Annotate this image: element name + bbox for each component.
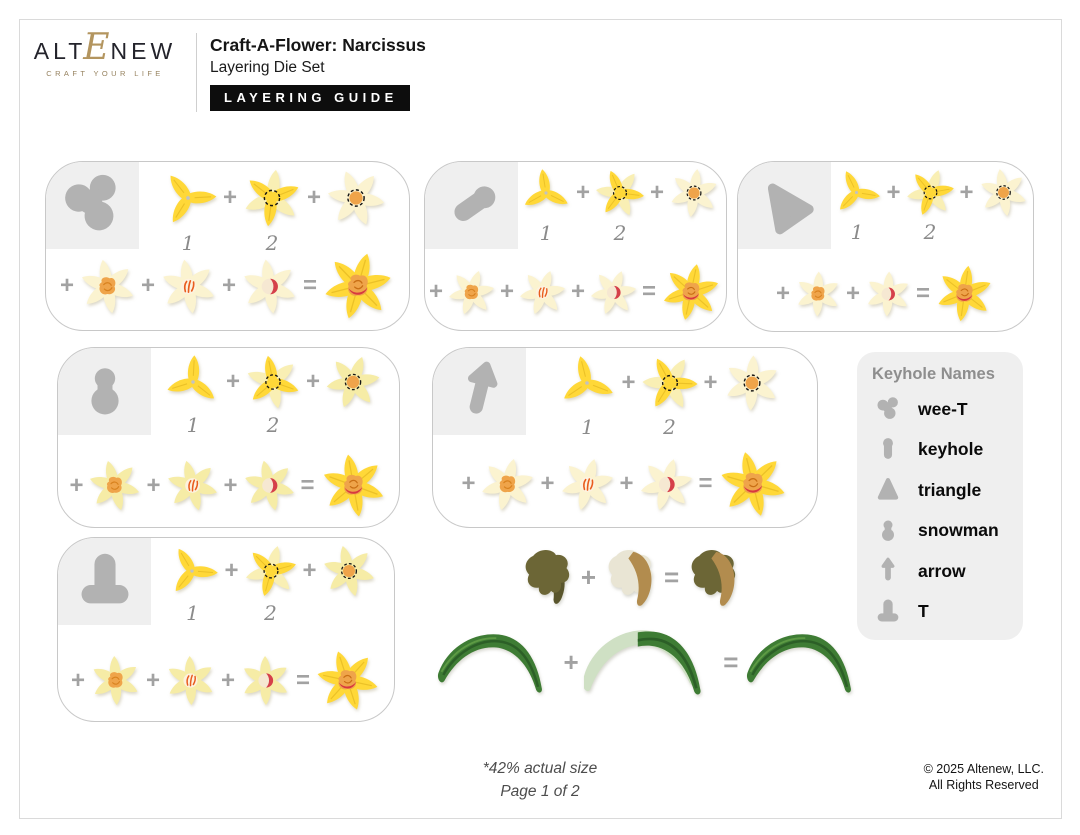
keyhole-shape-icon (873, 435, 903, 465)
plus-operator: + (224, 557, 239, 584)
cream-cup-stamens-icon (557, 454, 618, 515)
cream-cup-red-icon (636, 454, 697, 515)
plus-operator: + (225, 368, 240, 395)
assembled-flower-icon (658, 259, 724, 325)
equals-operator: = (664, 561, 680, 592)
keyhole-names-legend (857, 352, 1023, 640)
die-step (862, 268, 914, 320)
layering-panel-arrow (432, 347, 818, 528)
cream-cup-stamens-icon (157, 255, 220, 318)
plus-operator: + (619, 470, 634, 497)
cream-cup-red-icon (237, 652, 294, 709)
die-step (829, 165, 884, 245)
assembled-flower-result (312, 645, 383, 716)
petals6-cream-orange-dashed-icon (323, 165, 389, 231)
die-step (163, 456, 222, 515)
cream-cup-red-icon (238, 255, 301, 318)
legend-item-label: wee-T (918, 398, 968, 419)
keyhole-shape-icon (872, 435, 903, 465)
legend-item-label: T (918, 601, 929, 622)
snowman-shape-icon (873, 516, 903, 546)
leaf-assembly-row (434, 618, 868, 706)
die-step (445, 266, 498, 319)
layering-panel-t (57, 537, 395, 722)
die-step (518, 165, 574, 246)
die-step (587, 266, 640, 319)
die-step (666, 165, 722, 246)
die-step (85, 456, 144, 515)
petals6-cream-orange-dashed-icon (976, 165, 1031, 220)
petals6-mixed-dashed-icon (239, 165, 305, 231)
assembled-flower-result (317, 449, 390, 522)
petals6-mixed-dashed-icon (241, 541, 301, 601)
assembled-flower-icon (932, 261, 997, 326)
cream-trumpet-orange-icon (477, 454, 538, 515)
equals-operator: = (698, 470, 713, 497)
assembled-flower-result (319, 247, 397, 325)
equals-operator: = (642, 278, 657, 305)
step-number: 1 (186, 413, 200, 437)
petals3-yellow-icon (162, 541, 222, 601)
layering-guide-badge: LAYERING GUIDE (210, 85, 410, 111)
page-indicator: Page 1 of 2 (500, 783, 580, 801)
plus-operator: + (140, 272, 155, 299)
die-step (238, 255, 301, 318)
layering-panel-keyhole (424, 161, 727, 331)
brand-logo (28, 27, 182, 78)
die-step (555, 351, 619, 440)
legend-item-t (872, 592, 1023, 633)
legend-title: Keyhole Names (872, 365, 995, 383)
step-number: 2 (266, 413, 280, 437)
petals6-mixed-dashed-icon (903, 165, 958, 220)
step-number: 1 (539, 221, 553, 245)
cream-cup-stamens-icon (163, 456, 222, 515)
wee-t-shape-icon (873, 394, 903, 424)
footer-notes (0, 757, 1080, 804)
cream-trumpet-orange-icon (76, 255, 139, 318)
plus-operator: + (461, 470, 476, 497)
cream-cup-red-icon (862, 268, 914, 320)
die-step (237, 652, 294, 709)
die-step (162, 351, 224, 438)
trumpet-steps-row (51, 247, 404, 325)
die-step (76, 255, 139, 318)
step-number: 1 (181, 231, 195, 255)
spathe-olive-piece-icon (521, 545, 573, 609)
keyhole-die-tile (58, 538, 151, 625)
petals6-cream-orange-dashed-icon (720, 351, 784, 415)
cream-cup-stamens-icon (162, 652, 219, 709)
assembled-flower-result (658, 259, 724, 325)
cream-trumpet-orange-icon (85, 456, 144, 515)
cream-trumpet-orange-icon (445, 266, 498, 319)
plus-operator: + (621, 369, 636, 396)
brand-text-post: NEW (110, 38, 177, 64)
legend-item-label: keyhole (918, 439, 984, 460)
die-step (242, 351, 304, 438)
die-step (322, 351, 384, 438)
petal-steps-row (151, 541, 390, 626)
die-step (792, 268, 844, 320)
legend-item-label: triangle (918, 479, 982, 500)
wee-t-shape-icon (872, 394, 903, 424)
petals3-yellow-icon (829, 165, 884, 220)
equals-operator: = (296, 666, 311, 694)
petals6-cream-orange-dashed-icon (319, 541, 379, 601)
plus-operator: + (69, 471, 84, 499)
trumpet-steps-row (438, 446, 812, 522)
die-step (323, 165, 389, 256)
equals-operator: = (723, 646, 739, 677)
triangle-shape-icon (873, 475, 903, 505)
cream-trumpet-orange-icon (87, 652, 144, 709)
plus-operator: + (223, 471, 238, 499)
assembled-flower-icon (312, 645, 383, 716)
trumpet-steps-row (63, 449, 394, 522)
header-titles (210, 35, 426, 111)
step-number: 2 (265, 231, 279, 255)
scale-note: *42% actual size (482, 760, 598, 777)
t-shape-icon (873, 597, 903, 627)
step-number: 2 (613, 221, 627, 245)
wee-t-shape-icon (55, 168, 131, 244)
keyhole-die-tile (46, 162, 139, 249)
plus-operator: + (302, 557, 317, 584)
copyright-line2: All Rights Reserved (928, 778, 1039, 793)
petal-steps-row (139, 165, 405, 256)
keyhole-die-tile (425, 162, 518, 249)
assembled-flower-icon (715, 446, 791, 522)
spathe-layered-result-icon (687, 545, 739, 609)
die-step (592, 165, 648, 246)
plus-operator: + (146, 471, 161, 499)
die-step (240, 456, 299, 515)
plus-operator: + (703, 369, 718, 396)
arrow-shape-icon (873, 556, 903, 586)
plus-operator: + (145, 666, 160, 694)
leaf-green-piece-icon (434, 621, 559, 704)
assembled-flower-result (932, 261, 997, 326)
legend-item-label: snowman (918, 520, 999, 541)
plus-operator: + (428, 278, 443, 305)
cream-cup-red-icon (587, 266, 640, 319)
triangle-shape-icon (872, 475, 903, 505)
copyright-line1: © 2025 Altenew, LLC. (923, 762, 1044, 776)
plus-operator: + (59, 272, 74, 299)
petal-steps-row (831, 165, 1029, 245)
step-number: 1 (850, 220, 864, 244)
assembled-flower-result (715, 446, 791, 522)
plus-operator: + (886, 178, 901, 206)
die-step (162, 541, 222, 626)
product-title: Craft-A-Flower: Narcissus (210, 35, 426, 55)
die-step (477, 454, 538, 515)
die-step (239, 165, 305, 256)
plus-operator: + (580, 561, 596, 592)
petals3-yellow-icon (155, 165, 221, 231)
petal-steps-row (518, 165, 722, 246)
petal-steps-row (526, 351, 813, 440)
brand-tagline: CRAFT YOUR LIFE (46, 69, 164, 78)
layering-panel-triangle (737, 161, 1034, 332)
layering-panel-snowman (57, 347, 400, 528)
plus-operator: + (307, 184, 322, 211)
die-step (87, 652, 144, 709)
plus-operator: + (775, 279, 790, 307)
die-step (157, 255, 220, 318)
t-shape-icon (872, 597, 903, 627)
triangle-shape-icon (752, 173, 818, 239)
cream-cup-red-icon (240, 456, 299, 515)
plus-operator: + (499, 278, 514, 305)
petals3-yellow-icon (555, 351, 619, 415)
die-step (636, 454, 697, 515)
legend-item-arrow (872, 551, 1023, 592)
plus-operator: + (306, 368, 321, 395)
plus-operator: + (959, 178, 974, 206)
legend-item-triangle (872, 470, 1023, 511)
trumpet-steps-row (63, 645, 389, 716)
step-number: 2 (264, 601, 277, 625)
legend-item-snowman (872, 511, 1023, 552)
step-number: 2 (923, 220, 937, 244)
die-step (903, 165, 958, 245)
cream-trumpet-orange-icon (792, 268, 844, 320)
petals3-yellow-icon (518, 165, 574, 221)
arrow-shape-icon (445, 357, 515, 427)
trumpet-steps-row (743, 261, 1028, 326)
arrow-shape-icon (872, 556, 903, 586)
plus-operator: + (650, 179, 665, 206)
plus-operator: + (222, 272, 237, 299)
die-step (638, 351, 702, 440)
spathe-assembly-row (502, 545, 758, 609)
petals6-mixed-dashed-icon (242, 351, 304, 413)
die-step (557, 454, 618, 515)
product-subtitle: Layering Die Set (210, 59, 325, 76)
header-divider (196, 33, 197, 112)
keyhole-shape-icon (439, 173, 505, 239)
plus-operator: + (845, 279, 860, 307)
die-step (516, 266, 569, 319)
die-step (241, 541, 301, 626)
keyhole-die-tile (738, 162, 831, 249)
cream-cup-stamens-icon (516, 266, 569, 319)
legend-item-wee-t (872, 389, 1023, 430)
assembled-flower-icon (317, 449, 390, 522)
plus-operator: + (571, 278, 586, 305)
layering-panel-wee-t (45, 161, 410, 331)
equals-operator: = (303, 272, 318, 299)
brand-wordmark (28, 27, 182, 68)
equals-operator: = (300, 471, 315, 499)
spathe-tan-piece-icon (604, 545, 656, 609)
plus-operator: + (70, 666, 85, 694)
step-number: 1 (581, 415, 594, 439)
die-step (976, 165, 1031, 245)
assembled-flower-icon (319, 247, 397, 325)
plus-operator: + (563, 646, 579, 677)
t-shape-icon (71, 548, 139, 616)
snowman-shape-icon (71, 358, 139, 426)
petals6-mixed-dashed-icon (592, 165, 648, 221)
legend-item-label: arrow (918, 560, 966, 581)
equals-operator: = (916, 279, 931, 307)
legend-item-keyhole (872, 430, 1023, 471)
plus-operator: + (575, 179, 590, 206)
die-step (155, 165, 221, 256)
snowman-shape-icon (872, 516, 903, 546)
die-step (162, 652, 219, 709)
petal-steps-row (151, 351, 395, 438)
die-step (720, 351, 784, 440)
petals6-cream-orange-dashed-icon (666, 165, 722, 221)
trumpet-steps-row (430, 259, 721, 325)
brand-text-pre: ALT (33, 38, 87, 64)
petals6-mixed-dashed-icon (638, 351, 702, 415)
step-number: 2 (663, 415, 676, 439)
copyright (924, 761, 1044, 794)
keyhole-die-tile (433, 348, 526, 435)
die-step (319, 541, 379, 626)
leaf-layered-result-icon (743, 621, 868, 704)
plus-operator: + (540, 470, 555, 497)
plus-operator: + (221, 666, 236, 694)
keyhole-die-tile (58, 348, 151, 435)
plus-operator: + (222, 184, 237, 211)
leaf-light-overlay-piece-icon (584, 618, 719, 706)
step-number: 1 (186, 601, 199, 625)
petals6-cream-orange-dashed-icon (322, 351, 384, 413)
petals3-yellow-icon (162, 351, 224, 413)
brand-script-e-glyph: E (83, 27, 114, 68)
